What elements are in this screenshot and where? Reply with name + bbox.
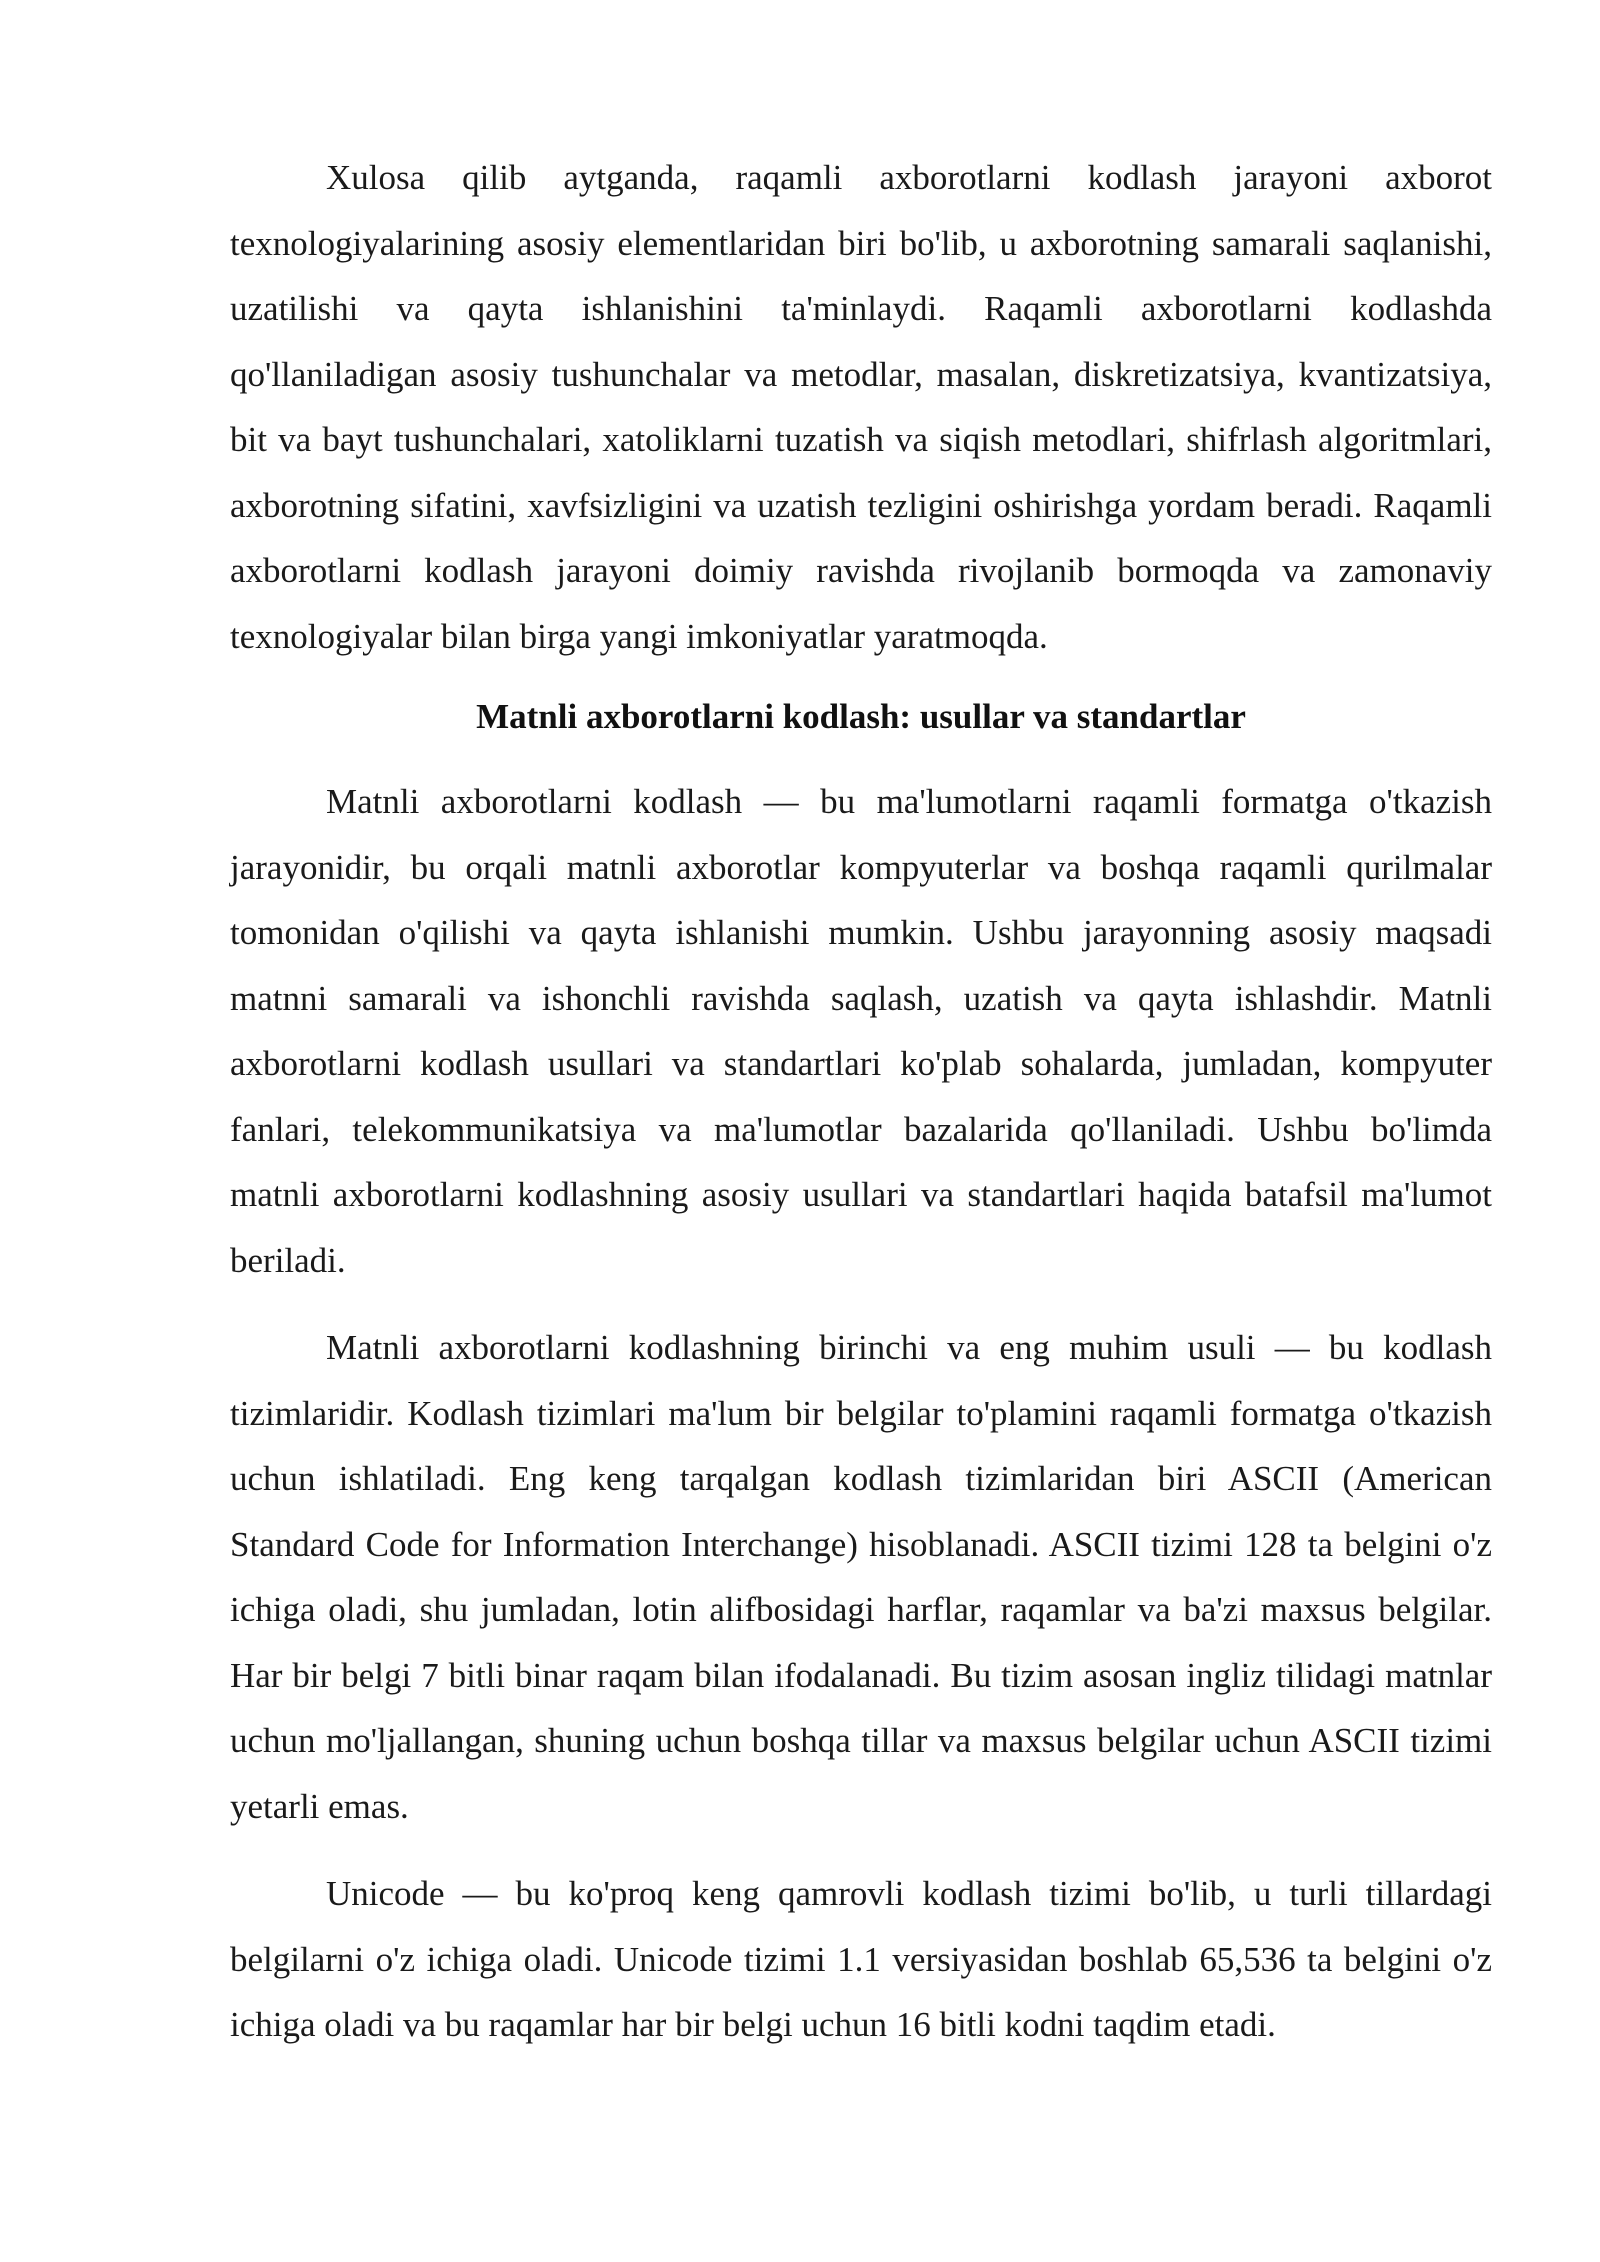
section-heading: Matnli axborotlarni kodlash: usullar va standartlar (476, 697, 1246, 736)
paragraph-ascii: Matnli axborotlarni kodlashning birinchi va eng muhim usuli — bu kodlash tizimlaridir. Kodlash tizimlari ma'lum bir belgilar to'plamini raqamli formatga o'tkazish uchun ishlatiladi. Eng keng tarqalgan kodlash tizimlaridan biri ASCII (American Standard Code for Information Interchange) hisoblanadi. ASCII tizimi 128 ta belgini o'z ichiga oladi, shu jumladan, lotin alifbosidagi harflar, raqamlar va ba'zi maxsus belgilar. Har bir belgi 7 bitli binar raqam bilan ifodalanadi. Bu tizim asosan ingliz tilidagi matnlar uchun mo'ljallangan, shuning uchun boshqa tillar va maxsus belgilar uchun ASCII tizimi yetarli emas. (230, 1328, 1492, 1826)
paragraph-unicode: Unicode — bu ko'proq keng qamrovli kodlash tizimi bo'lib, u turli tillardagi belgilarni o'z ichiga oladi. Unicode tizimi 1.1 versiyasidan boshlab 65,536 ta belgini o'z ichiga oladi va bu raqamlar har bir belgi uchun 16 bitli kodni taqdim etadi. (230, 1874, 1492, 2044)
paragraph-conclusion: Xulosa qilib aytganda, raqamli axborotlarni kodlash jarayoni axborot texnologiyalarining asosiy elementlaridan biri bo'lib, u axborotning samarali saqlanishi, uzatilishi va qayta ishlanishini ta'minlaydi. Raqamli axborotlarni kodlashda qo'llaniladigan asosiy tushunchalar va metodlar, masalan, diskretizatsiya, kvantizatsiya, bit va bayt tushunchalari, xatoliklarni tuzatish va siqish metodlari, shifrlash algoritmlari, axborotning sifatini, xavfsizligini va uzatish tezligini oshirishga yordam beradi. Raqamli axborotlarni kodlash jarayoni doimiy ravishda rivojlanib bormoqda va zamonaviy texnologiyalar bilan birga yangi imkoniyatlar yaratmoqda. (230, 158, 1492, 656)
document-body (230, 145, 1492, 2058)
paragraph-text-encoding-intro: Matnli axborotlarni kodlash — bu ma'lumotlarni raqamli formatga o'tkazish jarayonidir, bu orqali matnli axborotlar kompyuterlar va boshqa raqamli qurilmalar tomonidan o'qilishi va qayta ishlanishi mumkin. Ushbu jarayonning asosiy maqsadi matnni samarali va ishonchli ravishda saqlash, uzatish va qayta ishlashdir. Matnli axborotlarni kodlash usullari va standartlari ko'plab sohalarda, jumladan, kompyuter fanlari, telekommunikatsiya va ma'lumotlar bazalarida qo'llaniladi. Ushbu bo'limda matnli axborotlarni kodlashning asosiy usullari va standartlari haqida batafsil ma'lumot beriladi. (230, 782, 1492, 1280)
